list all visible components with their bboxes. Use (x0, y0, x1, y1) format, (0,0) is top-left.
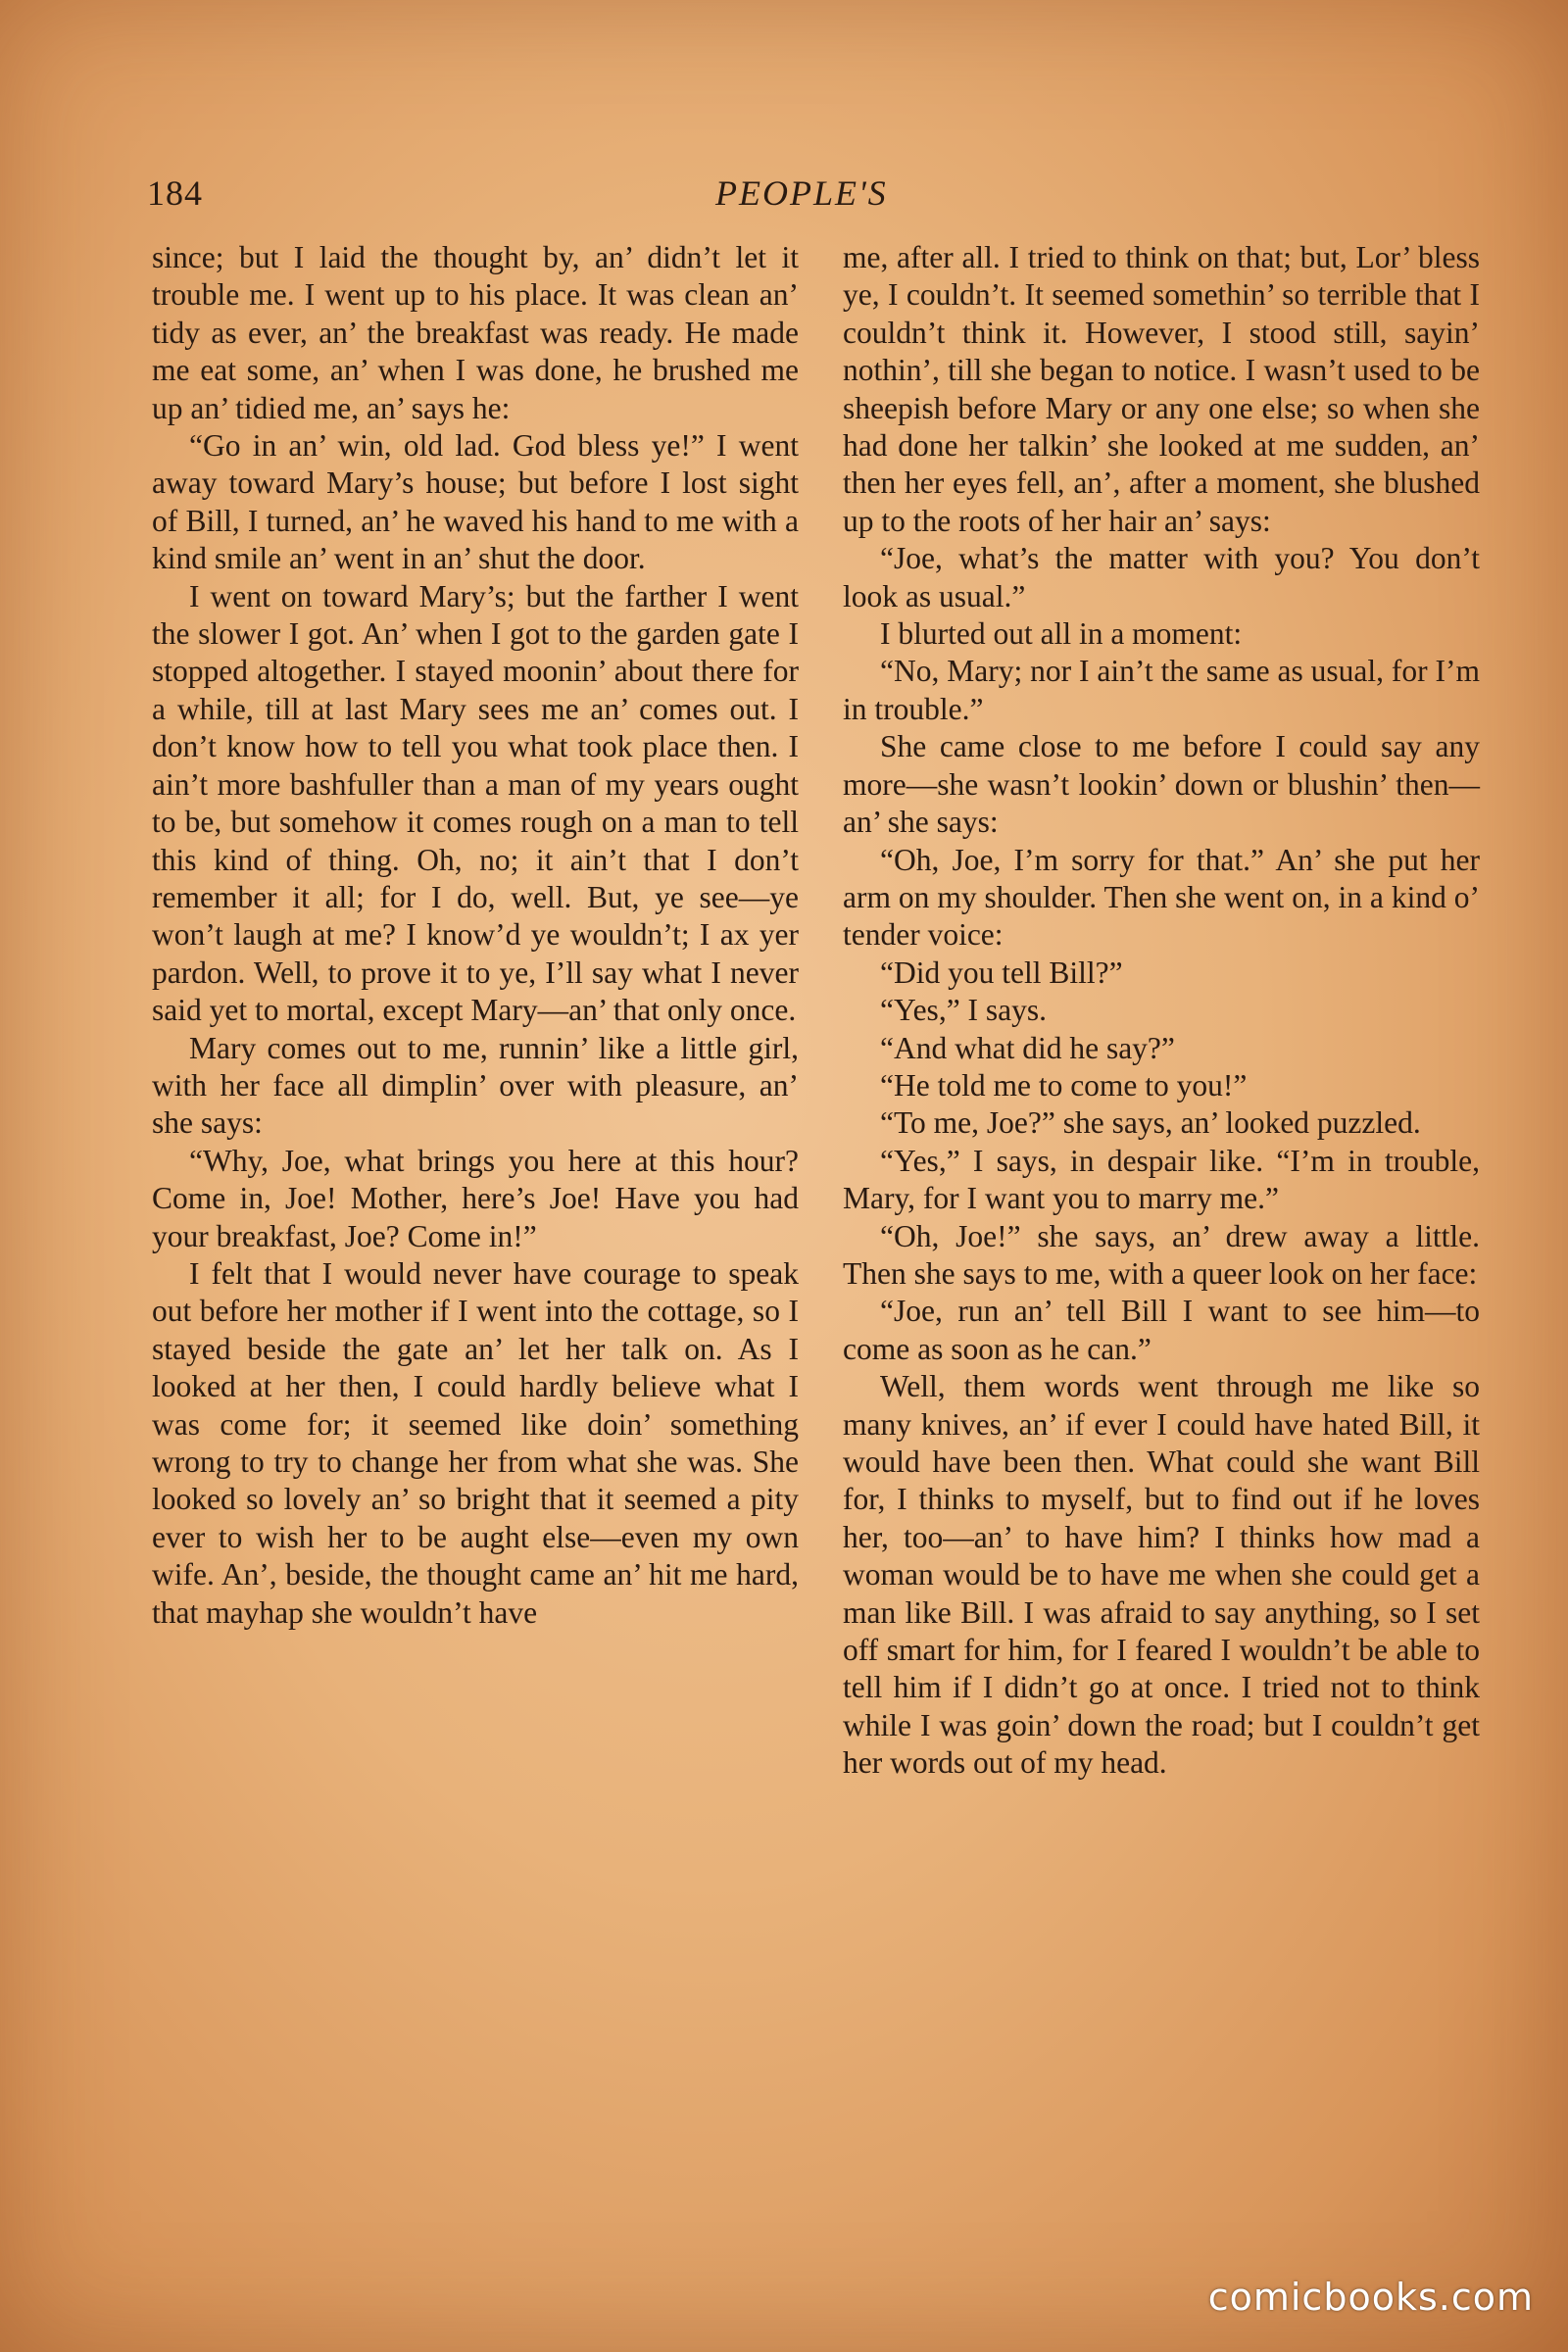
paragraph: I went on toward Mary’s; but the farther I went the slower I got. An’ when I got to the garden gate I stopped altogether. I stayed moonin’ about there for a while, till at last Mary sees me an’ comes out. I don’t know how to tell you what took place then. I ain’t more bashfuller than a man of my years ought to be, but somehow it comes rough on a man to tell this kind of thing. Oh, no; it ain’t that I don’t remember it all; for I do, well. But, ye see—ye won’t laugh at me? I know’d ye wouldn’t; I ax yer pardon. Well, to prove it to ye, I’ll say what I never said yet to mortal, except Mary—an’ that only once. (152, 578, 799, 1028)
paragraph: “Go in an’ win, old lad. God bless ye!” I went away toward Mary’s house; but before I lost sight of Bill, I turned, an’ he waved his hand to me with a kind smile an’ went in an’ shut the door. (152, 428, 799, 576)
paragraph: “Oh, Joe, I’m sorry for that.” An’ she put her arm on my shoulder. Then she went on, in a kind o’ tender voice: (843, 842, 1480, 953)
watermark-logo: comicbooks.com (1207, 2276, 1534, 2319)
page-header (147, 167, 1480, 225)
paragraph: “Joe, what’s the matter with you? You don’t look as usual.” (843, 541, 1480, 613)
right-column (843, 239, 1480, 1783)
page-number: 184 (147, 173, 203, 213)
paragraph: “He told me to come to you!” (880, 1067, 1248, 1102)
paragraph: “Why, Joe, what brings you here at this hour? Come in, Joe! Mother, here’s Joe! Have you had your breakfast, Joe? Come in!” (152, 1143, 799, 1253)
paragraph: I felt that I would never have courage to speak out before her mother if I went into the cottage, so I stayed beside the gate an’ let her talk on. As I looked at her then, I could hardly believe what I was come for; it seemed like doin’ something wrong to try to change her from what she was. She looked so lovely an’ so bright that it seemed a pity ever to wish her to be aught else—even my own wife. An’, beside, the thought came an’ hit me hard, that mayhap she wouldn’t have (152, 1255, 799, 1630)
paragraph: since; but I laid the thought by, an’ didn’t let it trouble me. I went up to his place. It was clean an’ tidy as ever, an’ the breakfast was ready. He made me eat some, an’ when I was done, he brushed me up an’ tidied me, an’ says he: (152, 240, 799, 425)
paragraph: “Yes,” I says. (880, 993, 1048, 1028)
left-column (152, 239, 799, 1632)
paragraph: Well, them words went through me like so many knives, an’ if ever I could have hated Bill, it would have been then. What could she want Bill for, I thinks to myself, but to find out if he loves her, too—an’ to have him? I thinks how mad a woman would be to have me when she could get a man like Bill. I was afraid to say anything, so I set off smart for him, for I feared I wouldn’t be able to tell him if I didn’t go at once. I tried not to think while I was goin’ down the road; but I couldn’t get her words out of my head. (843, 1369, 1480, 1781)
paragraph: “Yes,” I says, in despair like. “I’m in trouble, Mary, for I want you to marry me.” (843, 1143, 1480, 1216)
paragraph: She came close to me before I could say any more—she wasn’t lookin’ down or blushin’ then—an’ she says: (843, 729, 1480, 840)
paragraph: “And what did he say?” (880, 1030, 1175, 1065)
paragraph: Mary comes out to me, runnin’ like a little girl, with her face all dimplin’ over with pleasure, an’ she says: (152, 1030, 799, 1141)
paragraph: “Joe, run an’ tell Bill I want to see him—to come as soon as he can.” (843, 1294, 1480, 1366)
running-title: PEOPLE'S (715, 173, 888, 213)
paragraph: “Did you tell Bill?” (880, 955, 1123, 990)
paragraph: I blurted out all in a moment: (880, 616, 1243, 652)
paragraph: me, after all. I tried to think on that; but, Lor’ bless ye, I couldn’t. It seemed somethin’ so terrible that I couldn’t think it. However, I stood still, sayin’ nothin’, till she began to notice. I wasn’t used to be sheepish before Mary or any one else; so when she had done her talkin’ she looked at me sudden, an’ then her eyes fell, an’, after a moment, she blushed up to the roots of her hair an’ says: (843, 240, 1480, 538)
paragraph: “To me, Joe?” she says, an’ looked puzzled. (880, 1105, 1421, 1141)
paragraph: “Oh, Joe!” she says, an’ drew away a little. Then she says to me, with a queer look on her face: (843, 1218, 1480, 1291)
paragraph: “No, Mary; nor I ain’t the same as usual, for I’m in trouble.” (843, 654, 1480, 726)
